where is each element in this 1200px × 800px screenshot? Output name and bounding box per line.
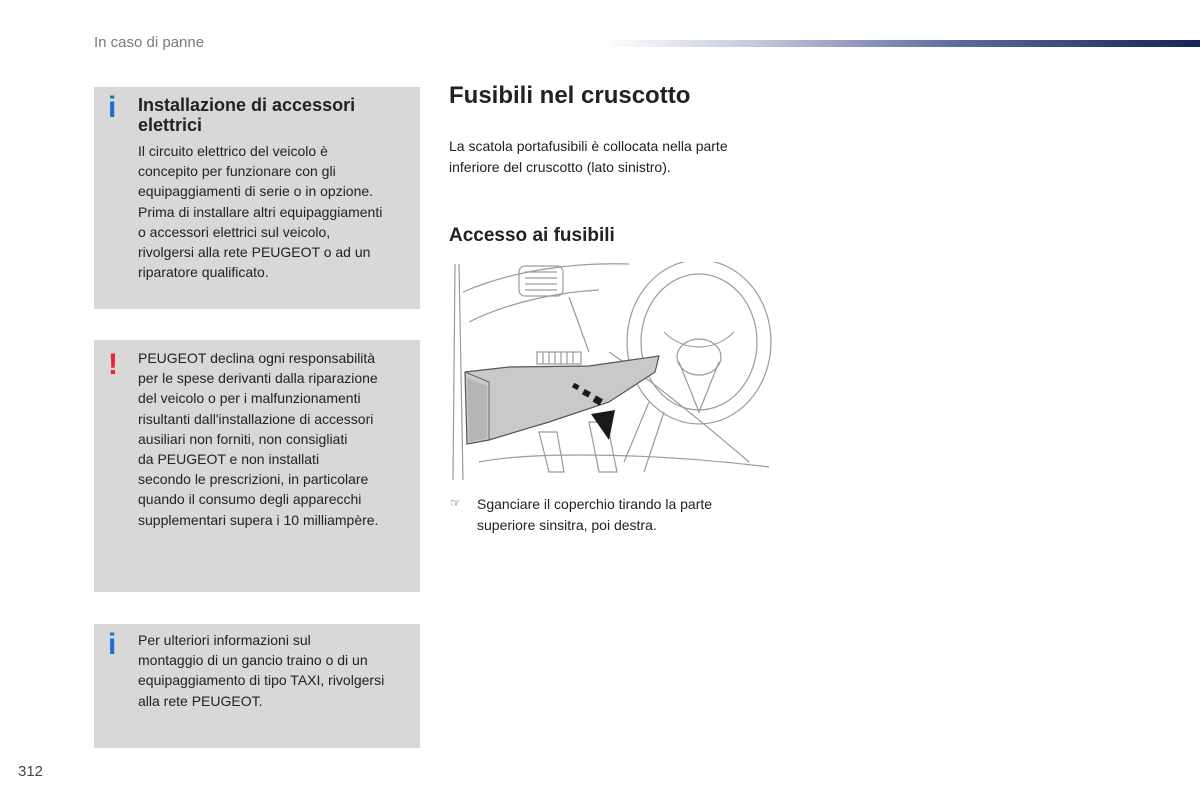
info-icon: i xyxy=(108,628,117,661)
info-box-text: Per ulteriori informazioni sul montaggio di un gancio traino o di un equipaggiamento di tipo TAXI, rivolgersi alla rete PEUGEOT. xyxy=(138,632,385,709)
bullet-instruction: Sganciare il coperchio tirando la parte superiore sinsitra, poi destra. xyxy=(477,496,713,533)
pointing-hand-icon: ☞ xyxy=(450,496,461,510)
intro-paragraph: La scatola portafusibili è collocata nella parte inferiore del cruscotto (lato sinistro). xyxy=(449,138,728,175)
info-icon: i xyxy=(108,91,117,124)
warning-box-text: PEUGEOT declina ogni responsabilità per le spese derivanti dalla riparazione del veicolo o per i malfunzionamenti risultanti dall'installazione di accessori ausiliari non forniti, non consigliati da PEUGEOT e non installati secondo le prescrizioni, in particolare quando il consumo degli apparecchi supplementari supera i 10 milliampère. xyxy=(138,350,379,528)
dashboard-fusebox-illustration xyxy=(449,262,774,480)
page-number: 312 xyxy=(18,763,44,780)
info-box-text: Il circuito elettrico del veicolo è concepito per funzionare con gli equipaggiamenti di serie o in opzione. Prima di installare altri equipaggiamenti o accessori elettrici sul veicolo, rivolgersi alla rete PEUGEOT o ad un riparatore qualificato. xyxy=(138,143,383,281)
header-section-title: In caso di panne xyxy=(94,34,205,51)
page-title: Fusibili nel cruscotto xyxy=(449,82,691,109)
warning-icon: ! xyxy=(108,348,118,381)
info-box-title: Installazione di accessori elettrici xyxy=(138,95,356,135)
warning-box xyxy=(94,340,420,592)
info-box-accessories xyxy=(94,87,420,309)
section-subtitle: Accesso ai fusibili xyxy=(449,225,615,246)
info-box-towbar xyxy=(94,624,420,748)
header-bar xyxy=(600,40,1200,47)
